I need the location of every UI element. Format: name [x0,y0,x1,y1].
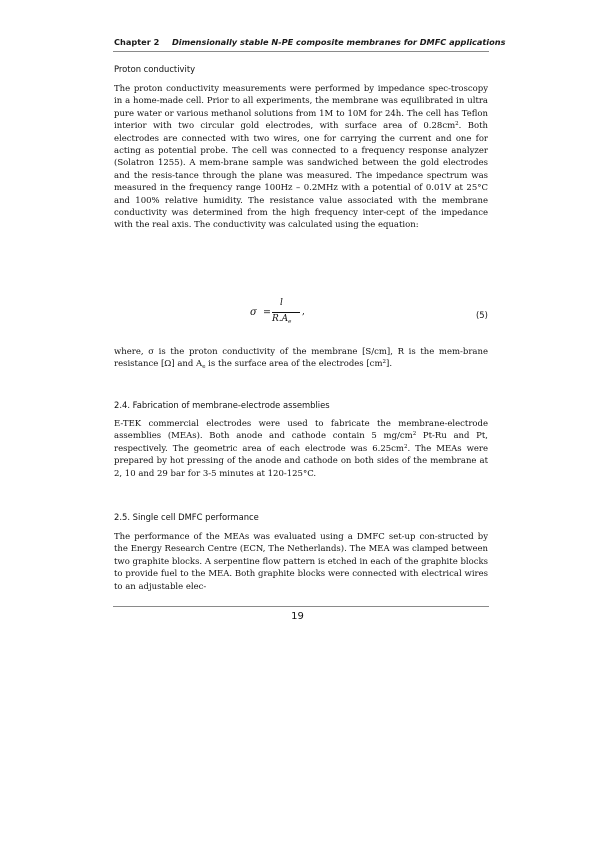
equation-denominator: $R.A_e$ [272,314,292,325]
footer-rule [113,606,489,607]
equation-equals: = [263,307,271,318]
page-number: 19 [291,611,304,622]
paragraph-where: where, σ is the proton conductivity of the membrane [S/cm], R is the mem-brane resistance [Ω] and $A_e$ is the surface area of the electrodes $[cm^2]$. [114,347,488,371]
equation-number: (5) [476,310,488,320]
section-heading-single-cell: 2.5. Single cell DMFC performance [114,512,259,522]
section-heading-proton-conductivity: Proton conductivity [114,64,196,74]
header-rule [113,51,489,52]
paragraph-proton-conductivity [114,83,488,232]
paragraph-text: The proton conductivity measurements were performed by impedance spec-troscopy in a home-made cell. Prior to all experiments, the membrane was equilibrated in ultra pure water or various methanol solutions from 1M to 10M for 24h. The cell has Teflon interior with two circular gold electrodes, with surface area of 0.28cm [114,84,488,132]
equation-lhs: σ [250,307,257,318]
equation [250,298,320,328]
fraction-bar [272,312,300,313]
equation-numerator: l [280,298,283,308]
chapter-label: Chapter 2 [114,37,160,47]
equation-trail: , [302,307,305,317]
chapter-title: Dimensionally stable N-PE composite membranes for DMFC applications [172,37,506,47]
superscript: 2 [455,121,459,128]
section-heading-fabrication: 2.4. Fabrication of membrane-electrode assemblies [114,400,330,410]
paragraph-single-cell: The performance of the MEAs was evaluated using a DMFC set-up con-structed by the Energy Research Centre (ECN, The Netherlands). The MEA was clamped between two graphite blocks. A serpentine flow pattern is etched in each of the graphite blocks to provide fuel to the MEA. Both graphite blocks were connected with electrical wires to an adjustable elec- [114,532,488,592]
paragraph-text-continued: . Both electrodes are connected with two wires, one for carrying the current and one for acting as potential probe. The cell was connected to a frequency response analyzer (Solatron 1255). A mem-brane sample was sandwiched between the gold electrodes and the resis-tance through the plane was measured. The impedance spectrum was measured in the frequency range 100Hz – 0.2MHz with a potential of 0.01V at 25°C and 100% relative humidity. The resistance value associated with the membrane conductivity was determined from the high frequency inter-cept of the impedance with the real axis. The conductivity was calculated using the equation: [114,121,488,231]
running-header [114,37,506,47]
paragraph-fabrication: E-TEK commercial electrodes were used to fabricate the membrane-electrode assemblies (MEAs). Both anode and cathode contain 5 $mg/cm^2$ Pt-Ru and Pt, respectively. The geometric area of each electrode was $6.25cm^2$. The MEAs were prepared by hot pressing of the anode and cathode on both sides of the membrane at 2, 10 and 29 bar for 3-5 minutes at 120-125°C. [114,419,488,479]
